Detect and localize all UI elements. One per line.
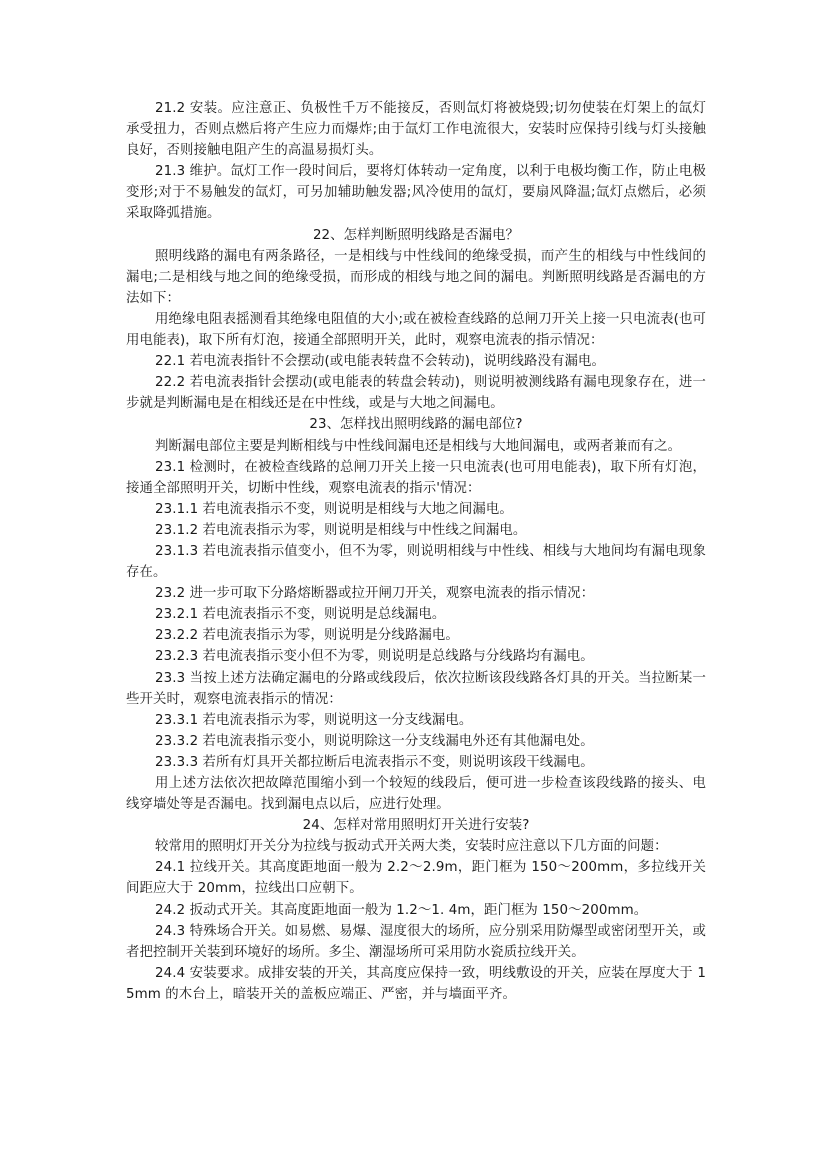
paragraph-23-2-2: 23.2.2 若电流表指示为零，则说明是分线路漏电。 [155,628,459,644]
paragraph-24-1: 24.1 拉线开关。其高度距地面一般为 2.2～2.9m，距门框为 150～200mm，多拉线开关间距应大于 20mm，拉线出口应朝下。 [126,860,706,897]
paragraph-23-2-3: 23.2.3 若电流表指示变小但不为零，则说明是总线路与分线路均有漏电。 [155,649,594,665]
heading-22: 22、怎样判断照明线路是否漏电？ [312,227,520,243]
paragraph-23-1-3: 23.1.3 若电流表指示值变小，但不为零，则说明相线与中性线、相线与大地间均有漏电现象存在。 [126,543,706,581]
paragraph-23-summary: 用上述方法依次把故障范围缩小到一个较短的线段后，便可进一步检查该段线路的接头、电线穿墙处等是否漏电。找到漏电点以后，应进行处理。 [126,776,706,813]
paragraph-23-1-2: 23.1.2 若电流表指示为零，则说明是相线与中性线之间漏电。 [155,522,527,538]
paragraph-24-2: 24.2 扳动式开关。其高度距地面一般为 1.2～1. 4m，距门框为 150～200mm。 [155,902,648,918]
paragraph-21-2: 21.2 安装。应注意正、负极性千万不能接反，否则氙灯将被烧毁;切勿使装在灯架上的氙灯承受扭力，否则点燃后将产生应力而爆炸;由于氙灯工作电流很大，安装时应保持引线与灯头接触良好，否则接触电阻产生的高温易损灯头。 [126,101,706,159]
paragraph-23-1-1: 23.1.1 若电流表指示不变，则说明是相线与大地之间漏电。 [155,501,513,517]
paragraph-23-1: 23.1 检测时，在被检查线路的总闸刀开关上接一只电流表(也可用电能表)，取下所有灯泡，接通全部照明开关，切断中性线，观察电流表的指示'情况： [126,459,706,496]
paragraph-22-method: 用绝缘电阻表摇测看其绝缘电阻值的大小;或在被检查线路的总闸刀开关上接一只电流表(也可用电能表)，取下所有灯泡，接通全部照明开关，此时，观察电流表的指示情况： [126,311,706,349]
paragraph-23-intro: 判断漏电部位主要是判断相线与中性线间漏电还是相线与大地间漏电，或两者兼而有之。 [155,438,682,454]
paragraph-24-intro: 较常用的照明灯开关分为拉线与扳动式开关两大类，安装时应注意以下几方面的问题： [155,839,668,855]
paragraph-23-3-3: 23.3.3 若所有灯具开关都拉断后电流表指示不变，则说明该段干线漏电。 [155,754,594,770]
paragraph-24-3: 24.3 特殊场合开关。如易燃、易爆、湿度很大的场所，应分别采用防爆型或密闭型开关，或者把控制开关装到环境好的场所。多尘、潮湿场所可采用防水瓷质拉线开关。 [126,923,706,960]
document-body [126,98,706,1005]
paragraph-22-intro: 照明线路的漏电有两条路径，一是相线与中性线间的绝缘受损，而产生的相线与中性线间的漏电;二是相线与地之间的绝缘受损，而形成的相线与地之间的漏电。判断照明线路是否漏电的方法如下： [126,248,706,306]
paragraph-22-2: 22.2 若电流表指针会摆动(或电能表的转盘会转动)，则说明被测线路有漏电现象存在，进一步就是判断漏电是在相线还是在中性线，或是与大地之间漏电。 [126,375,706,412]
paragraph-23-3: 23.3 当按上述方法确定漏电的分路或线段后，依次拉断该段线路各灯具的开关。当拉断某一些开关时，观察电流表指示的情况： [126,670,706,707]
paragraph-23-2-1: 23.2.1 若电流表指示不变，则说明是总线漏电。 [155,607,446,623]
heading-23: 23、怎样找出照明线路的漏电部位? [309,417,523,433]
paragraph-23-2: 23.2 进一步可取下分路熔断器或拉开闸刀开关，观察电流表的指示情况： [155,586,595,602]
paragraph-21-3: 21.3 维护。氙灯工作一段时间后，要将灯体转动一定角度，以利于电极均衡工作，防止电极变形;对于不易触发的氙灯，可另加辅助触发器;风冷使用的氙灯，要扇风降温;氙灯点燃后，必须采取降弧措施。 [126,164,706,222]
paragraph-22-1: 22.1 若电流表指针不会摆动(或电能表转盘不会转动)，说明线路没有漏电。 [155,354,605,370]
paragraph-23-3-1: 23.3.1 若电流表指示为零，则说明这一分支线漏电。 [155,712,473,728]
paragraph-24-4: 24.4 安装要求。成排安装的开关，其高度应保持一致，明线敷设的开关，应装在厚度大于 15mm 的木台上，暗装开关的盖板应端正、严密，并与墙面平齐。 [126,965,706,1002]
paragraph-23-3-2: 23.3.2 若电流表指示变小，则说明除这一分支线漏电外还有其他漏电处。 [155,733,594,749]
heading-24: 24、怎样对常用照明灯开关进行安装? [302,818,530,834]
